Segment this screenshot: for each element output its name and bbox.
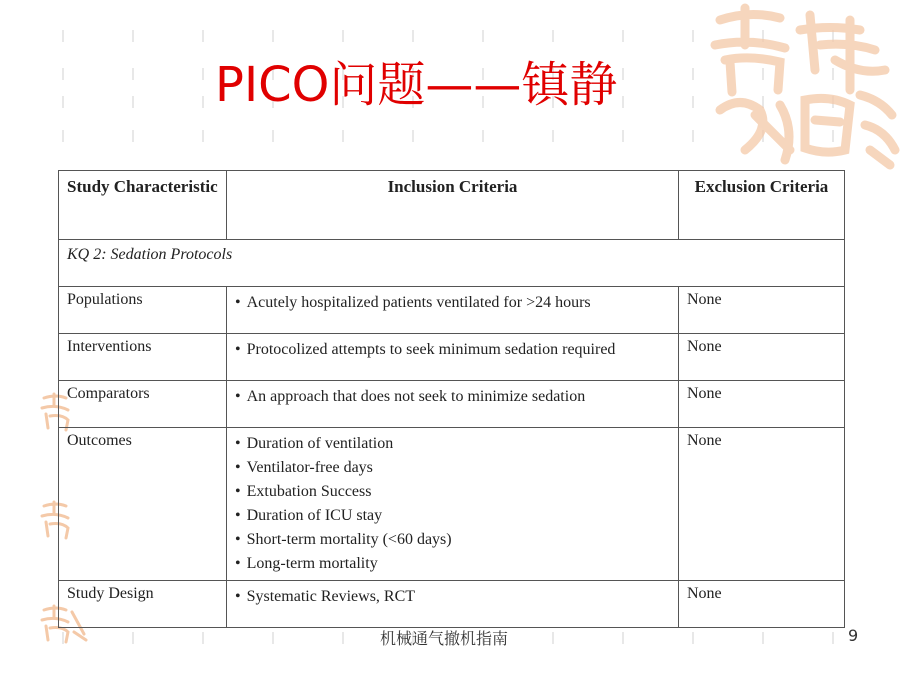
tick-mark	[622, 30, 624, 42]
inclusion-item: • Acutely hospitalized patients ventilated for >24 hours	[235, 291, 670, 315]
inclusion-cell	[227, 428, 679, 581]
section-label: KQ 2: Sedation Protocols	[59, 240, 845, 287]
header-study-characteristic: Study Characteristic	[59, 171, 227, 240]
tick-mark	[692, 130, 694, 142]
exclusion-cell: None	[679, 428, 845, 581]
inclusion-item: • Duration of ventilation	[235, 432, 670, 456]
tick-mark	[62, 130, 64, 142]
seal-decoration	[700, 0, 900, 175]
inclusion-item: • Protocolized attempts to seek minimum sedation required	[235, 338, 670, 362]
inclusion-item: • Duration of ICU stay	[235, 504, 670, 528]
tick-mark	[412, 130, 414, 142]
table-row	[59, 428, 845, 581]
table-row	[59, 381, 845, 428]
tick-mark	[412, 30, 414, 42]
header-exclusion-criteria: Exclusion Criteria	[679, 171, 845, 240]
tick-mark	[62, 30, 64, 42]
tick-mark	[342, 30, 344, 42]
tick-mark	[202, 96, 204, 108]
inclusion-cell	[227, 581, 679, 628]
inclusion-item: • An approach that does not seek to minimize sedation	[235, 385, 670, 409]
tick-mark	[132, 96, 134, 108]
table-row	[59, 287, 845, 334]
tick-mark	[342, 130, 344, 142]
tick-mark	[202, 30, 204, 42]
table-row	[59, 581, 845, 628]
footer-text: 机械通气撤机指南	[380, 629, 509, 648]
page-number: 9	[848, 626, 859, 645]
inclusion-item: • Extubation Success	[235, 480, 670, 504]
tick-mark	[622, 130, 624, 142]
inclusion-item: • Systematic Reviews, RCT	[235, 585, 670, 609]
pico-table	[58, 170, 845, 628]
characteristic-cell: Study Design	[59, 581, 227, 628]
tick-mark	[202, 130, 204, 142]
inclusion-cell	[227, 287, 679, 334]
table-row	[59, 334, 845, 381]
slide-title: PICO问题——镇静	[215, 57, 618, 113]
tick-mark	[132, 30, 134, 42]
header-inclusion-criteria: Inclusion Criteria	[227, 171, 679, 240]
table-header-row	[59, 171, 845, 240]
exclusion-cell: None	[679, 381, 845, 428]
characteristic-cell: Populations	[59, 287, 227, 334]
slide-footer	[0, 626, 900, 652]
tick-mark	[482, 30, 484, 42]
tick-mark	[62, 68, 64, 80]
tick-mark	[482, 130, 484, 142]
tick-mark	[552, 30, 554, 42]
section-row	[59, 240, 845, 287]
characteristic-cell: Outcomes	[59, 428, 227, 581]
inclusion-item: • Short-term mortality (<60 days)	[235, 528, 670, 552]
inclusion-item: • Long-term mortality	[235, 552, 670, 576]
tick-mark	[692, 30, 694, 42]
exclusion-cell: None	[679, 581, 845, 628]
inclusion-cell	[227, 381, 679, 428]
characteristic-cell: Comparators	[59, 381, 227, 428]
exclusion-cell: None	[679, 334, 845, 381]
tick-mark	[62, 96, 64, 108]
exclusion-cell: None	[679, 287, 845, 334]
inclusion-cell	[227, 334, 679, 381]
tick-mark	[132, 68, 134, 80]
tick-mark	[132, 130, 134, 142]
inclusion-item: • Ventilator-free days	[235, 456, 670, 480]
tick-mark	[202, 68, 204, 80]
tick-mark	[272, 30, 274, 42]
tick-mark	[552, 130, 554, 142]
tick-mark	[272, 130, 274, 142]
characteristic-cell: Interventions	[59, 334, 227, 381]
